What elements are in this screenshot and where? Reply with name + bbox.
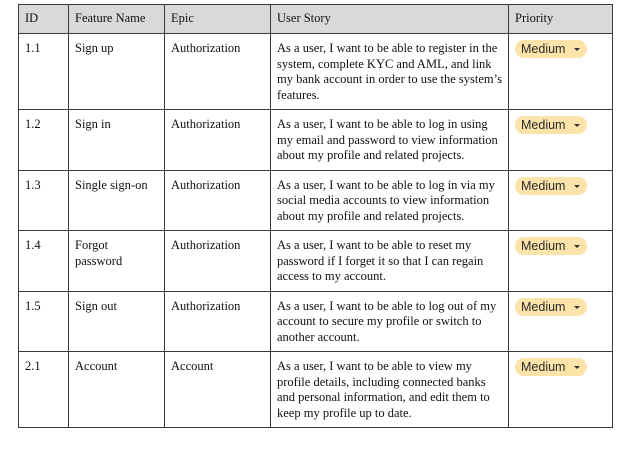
cell-priority bbox=[509, 110, 613, 171]
cell-epic: Authorization bbox=[165, 291, 271, 352]
cell-priority bbox=[509, 231, 613, 292]
cell-feature-name: Single sign-on bbox=[69, 170, 165, 231]
header-row bbox=[19, 5, 613, 34]
table-row bbox=[19, 291, 613, 352]
cell-epic: Account bbox=[165, 352, 271, 428]
column-header-feature-name: Feature Name bbox=[69, 5, 165, 34]
cell-epic: Authorization bbox=[165, 231, 271, 292]
cell-id: 2.1 bbox=[19, 352, 69, 428]
cell-feature-name: Sign up bbox=[69, 34, 165, 110]
cell-user-story: As a user, I want to be able to log in using my email and password to view information about my profile and related projects. bbox=[271, 110, 509, 171]
priority-dropdown-chip[interactable] bbox=[515, 177, 587, 195]
user-stories-table bbox=[18, 4, 613, 428]
cell-id: 1.5 bbox=[19, 291, 69, 352]
cell-user-story: As a user, I want to be able to log in via my social media accounts to view information about my profile and related projects. bbox=[271, 170, 509, 231]
table-row bbox=[19, 110, 613, 171]
cell-user-story: As a user, I want to be able to register in the system, complete KYC and AML, and link my bank account in order to use the system’s features. bbox=[271, 34, 509, 110]
table-header bbox=[19, 5, 613, 34]
column-header-id: ID bbox=[19, 5, 69, 34]
caret-down-icon bbox=[574, 245, 580, 248]
table-body bbox=[19, 34, 613, 428]
priority-label: Medium bbox=[521, 299, 566, 314]
table-row bbox=[19, 34, 613, 110]
cell-priority bbox=[509, 291, 613, 352]
cell-id: 1.4 bbox=[19, 231, 69, 292]
column-header-epic: Epic bbox=[165, 5, 271, 34]
priority-label: Medium bbox=[521, 239, 566, 253]
cell-feature-name: Sign in bbox=[69, 110, 165, 171]
cell-feature-name: Account bbox=[69, 352, 165, 428]
column-header-user-story: User Story bbox=[271, 5, 509, 34]
priority-label: Medium bbox=[521, 360, 566, 374]
cell-priority bbox=[509, 170, 613, 231]
cell-user-story: As a user, I want to be able to reset my password if I forget it so that I can regain access to my account. bbox=[271, 231, 509, 292]
priority-label: Medium bbox=[521, 118, 566, 132]
cell-user-story: As a user, I want to be able to log out of my account to secure my profile or switch to another account. bbox=[271, 291, 509, 352]
caret-down-icon bbox=[574, 366, 580, 369]
table-row bbox=[19, 231, 613, 292]
column-header-priority: Priority bbox=[509, 5, 613, 34]
table-row bbox=[19, 170, 613, 231]
caret-down-icon bbox=[574, 48, 580, 51]
cell-priority bbox=[509, 34, 613, 110]
cell-id: 1.3 bbox=[19, 170, 69, 231]
caret-down-icon bbox=[574, 185, 580, 188]
cell-priority bbox=[509, 352, 613, 428]
cell-id: 1.1 bbox=[19, 34, 69, 110]
priority-dropdown-chip[interactable] bbox=[515, 116, 587, 134]
cell-id: 1.2 bbox=[19, 110, 69, 171]
caret-down-icon bbox=[574, 306, 580, 309]
priority-label: Medium bbox=[521, 178, 566, 193]
cell-epic: Authorization bbox=[165, 170, 271, 231]
priority-dropdown-chip[interactable] bbox=[515, 298, 587, 316]
cell-epic: Authorization bbox=[165, 34, 271, 110]
table-row bbox=[19, 352, 613, 428]
priority-dropdown-chip[interactable] bbox=[515, 358, 587, 376]
priority-dropdown-chip[interactable] bbox=[515, 40, 587, 58]
caret-down-icon bbox=[574, 124, 580, 127]
cell-feature-name: Forgot password bbox=[69, 231, 165, 292]
cell-user-story: As a user, I want to be able to view my profile details, including connected banks and personal information, and edit them to keep my profile up to date. bbox=[271, 352, 509, 428]
priority-dropdown-chip[interactable] bbox=[515, 237, 587, 255]
cell-feature-name: Sign out bbox=[69, 291, 165, 352]
priority-label: Medium bbox=[521, 42, 566, 56]
cell-epic: Authorization bbox=[165, 110, 271, 171]
